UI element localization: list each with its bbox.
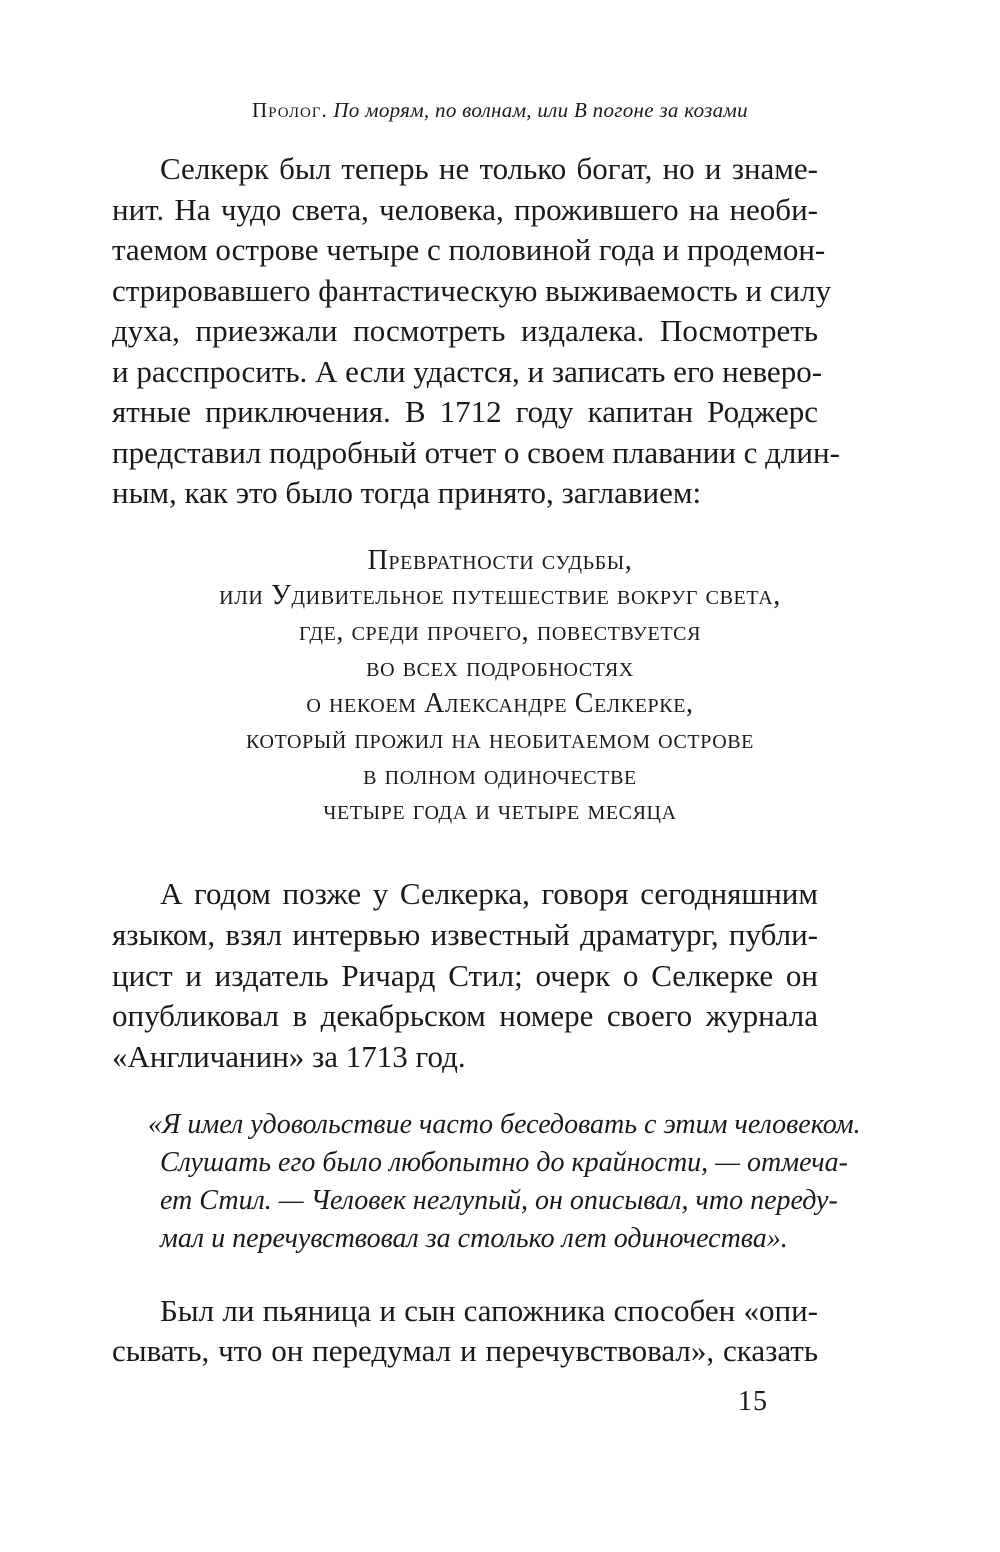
quote-line: ет Стил. — Человек неглупый, он описывал, что переду- — [160, 1185, 838, 1216]
text-line: таемом острове четыре с половиной года и продемон- — [112, 232, 826, 267]
text-line: опубликовал в декабрьском номере своего журнала — [112, 998, 818, 1033]
quote-line: мал и перечувствовал за столько лет одиночества». — [160, 1223, 788, 1254]
text-line: А годом позже у Селкерка, говоря сегодняшним — [160, 876, 818, 911]
quote-line: «Я имел удовольствие часто беседовать с этим человеком. — [148, 1109, 861, 1140]
page-number: 15 — [738, 1386, 768, 1417]
book-title-line: о некоем Александре Селкерке, — [306, 688, 694, 719]
running-head-title: По морям, по волнам, или В погоне за козами — [333, 98, 748, 122]
book-title-line: Превратности судьбы, — [367, 545, 633, 576]
text-line: цист и издатель Ричард Стил; очерк о Селкерке он — [112, 958, 818, 993]
text-line: духа, приезжали посмотреть издалека. Посмотреть — [112, 313, 818, 348]
text-line: языком, взял интервью известный драматург, публи- — [112, 917, 818, 952]
book-title-line: во всех подробностях — [366, 652, 634, 683]
text-line: нит. На чудо света, человека, прожившего на необи- — [112, 192, 818, 227]
text-line: «Англичанин» за 1713 год. — [112, 1039, 466, 1074]
quote-line: Слушать его было любопытно до крайности, — отмеча- — [160, 1147, 848, 1178]
text-line: стрировавшего фантастическую выживаемость и силу — [112, 273, 832, 308]
running-head — [0, 98, 1000, 123]
book-title-line: или Удивительное путешествие вокруг света, — [219, 580, 781, 611]
text-line: сывать, что он передумал и перечувствовал», сказать — [112, 1333, 818, 1368]
text-line: Селкерк был теперь не только богат, но и знаме- — [160, 151, 818, 186]
book-title-line: четыре года и четыре месяца — [323, 795, 677, 826]
running-head-label: Пролог. — [252, 98, 328, 122]
text-line: ятные приключения. В 1712 году капитан Роджерс — [112, 394, 818, 429]
text-line: представил подробный отчет о своем плавании с длин- — [112, 435, 840, 470]
book-title-line: где, среди прочего, повествуется — [298, 616, 702, 647]
book-title-line: в полном одиночестве — [363, 760, 637, 791]
text-line: Был ли пьяница и сын сапожника способен «опи- — [160, 1293, 818, 1328]
text-line: и расспросить. А если удастся, и записать его неверо- — [112, 354, 823, 389]
text-line: ным, как это было тогда принято, заглавием: — [112, 475, 702, 510]
book-title-line: который прожил на необитаемом острове — [246, 724, 754, 755]
